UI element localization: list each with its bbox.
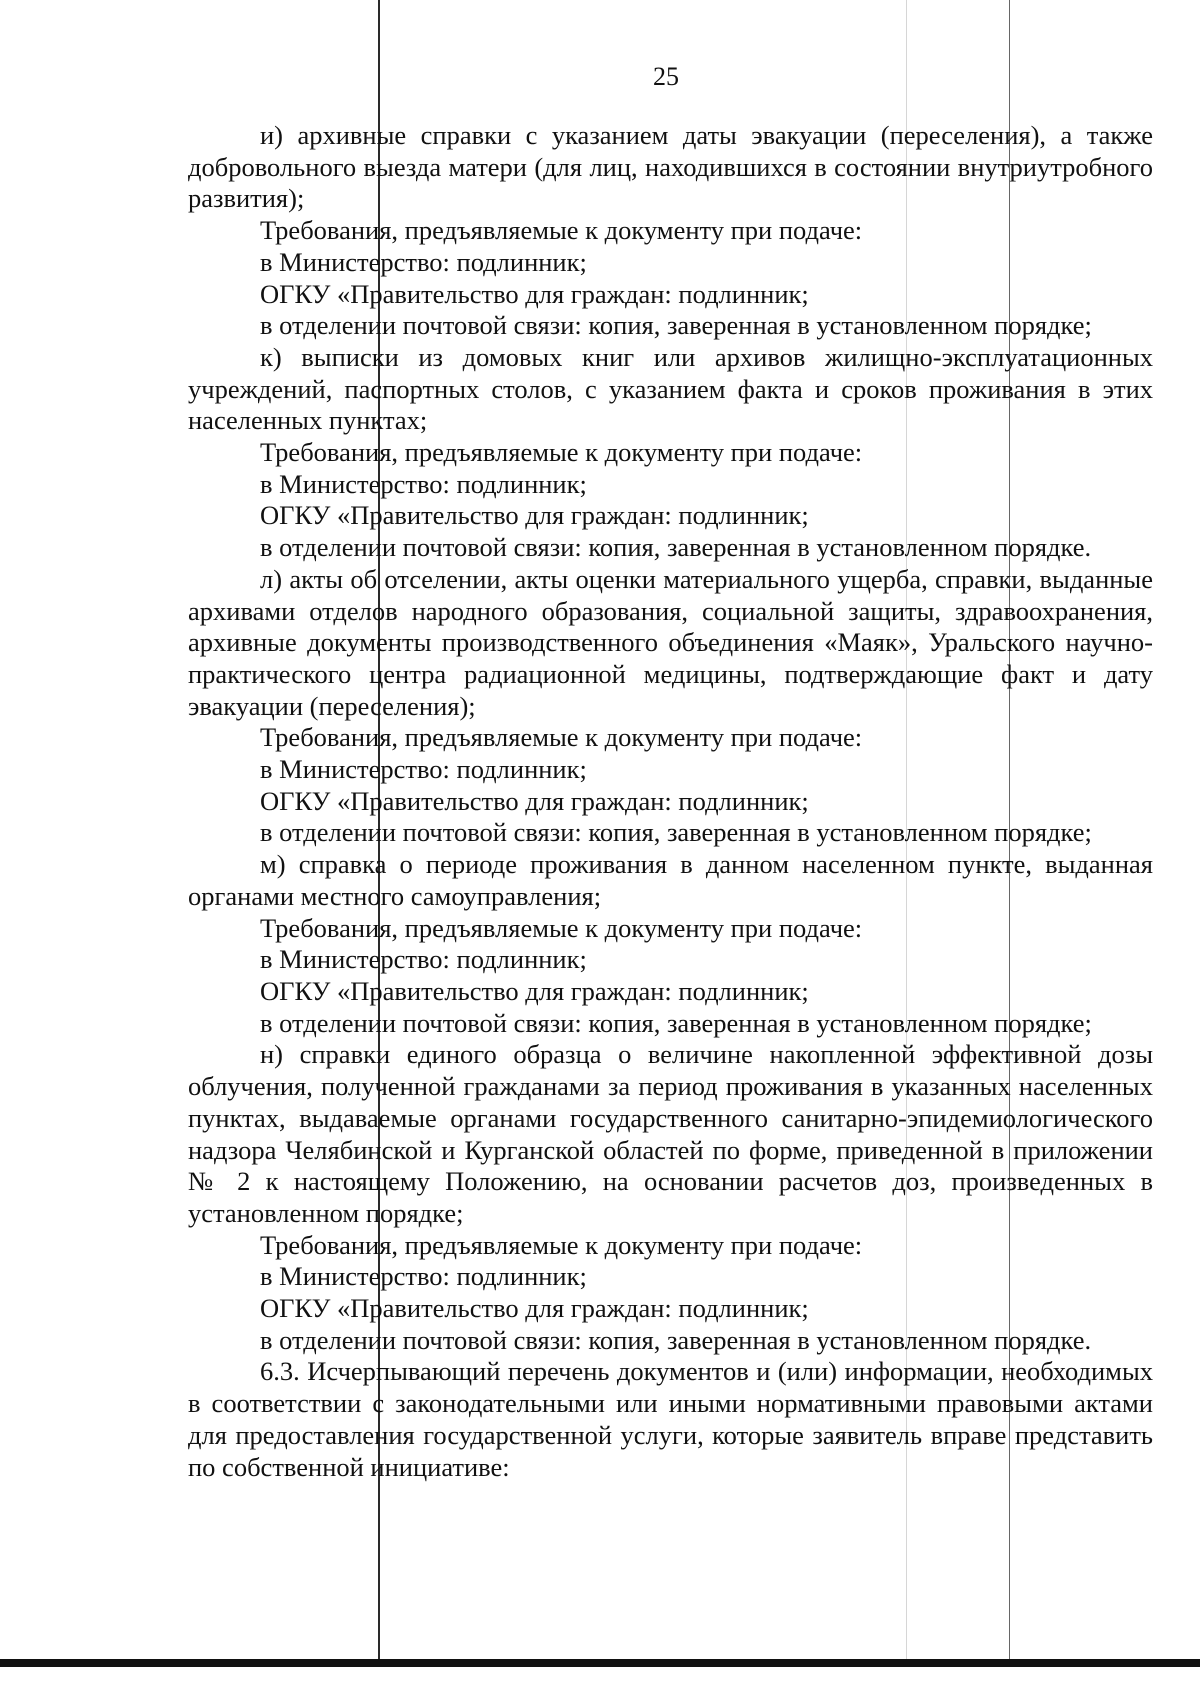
scan-bottom-edge xyxy=(0,1659,1200,1667)
paragraph: в Министерство: подлинник; xyxy=(260,754,587,785)
paragraph: к) выписки из домовых книг или архивов жилищно-эксплуатационных учреждений, паспортных столов, с указанием факта и сроков проживания в этих населенных пунктах; xyxy=(188,341,1153,436)
paragraph: и) архивные справки с указанием даты эвакуации (переселения), а также добровольного выезда матери (для лиц, находившихся в состоянии внутриутробного развития); xyxy=(188,120,1153,214)
paragraph: Требования, предъявляемые к документу при подаче: xyxy=(260,215,863,246)
paragraph: м) справка о периоде проживания в данном населенном пункте, выданная органами местного самоуправления; xyxy=(188,849,1153,911)
paragraph: Требования, предъявляемые к документу при подаче: xyxy=(260,1229,863,1260)
paragraph: 6.3. Исчерпывающий перечень документов и (или) информации, необходимых в соответствии с законодательными или иными нормативными правовыми актами для предоставления государственной услуги, которые заявитель вправе представить по собственной инициативе: xyxy=(188,1356,1153,1482)
paragraph: в отделении почтовой связи: копия, заверенная в установленном порядке. xyxy=(260,532,1092,563)
paragraph: ОГКУ «Правительство для граждан: подлинник; xyxy=(260,1293,809,1324)
paragraph: в отделении почтовой связи: копия, заверенная в установленном порядке; xyxy=(260,310,1092,341)
page-number: 25 xyxy=(653,62,679,91)
paragraph: л) акты об отселении, акты оценки материального ущерба, справки, выданные архивами отделов народного образования, социальной защиты, здравоохранения, архивные документы производственного объединения «Маяк», Уральского научно-практического центра радиационной медицины, подтверждающие факт и дату эвакуации (переселения); xyxy=(188,563,1153,721)
paragraph: в Министерство: подлинник; xyxy=(260,944,587,975)
document-body xyxy=(188,120,1153,1483)
paragraph: в Министерство: подлинник; xyxy=(260,468,587,499)
paragraph: ОГКУ «Правительство для граждан: подлинник; xyxy=(260,975,809,1006)
paragraph: в Министерство: подлинник; xyxy=(260,246,587,277)
paragraph: н) справки единого образца о величине накопленной эффективной дозы облучения, полученной гражданами за период проживания в указанных населенных пунктах, выдаваемые органами государственного санитарно-эпидемиологического надзора Челябинской и Курганской областей по форме, приведенной в приложении № 2 к настоящему Положению, на основании расчетов доз, произведенных в установленном порядке; xyxy=(188,1039,1153,1228)
paragraph: ОГКУ «Правительство для граждан: подлинник; xyxy=(260,785,809,816)
paragraph: Требования, предъявляемые к документу при подаче: xyxy=(260,437,863,468)
paragraph: в отделении почтовой связи: копия, заверенная в установленном порядке; xyxy=(260,817,1092,848)
paragraph: в отделении почтовой связи: копия, заверенная в установленном порядке; xyxy=(260,1007,1092,1038)
paragraph: в Министерство: подлинник; xyxy=(260,1261,587,1292)
paragraph: ОГКУ «Правительство для граждан: подлинник; xyxy=(260,500,809,531)
paragraph: в отделении почтовой связи: копия, заверенная в установленном порядке. xyxy=(260,1324,1092,1355)
paragraph: Требования, предъявляемые к документу при подаче: xyxy=(260,722,863,753)
paragraph: Требования, предъявляемые к документу при подаче: xyxy=(260,912,863,943)
paragraph: ОГКУ «Правительство для граждан: подлинник; xyxy=(260,278,809,309)
